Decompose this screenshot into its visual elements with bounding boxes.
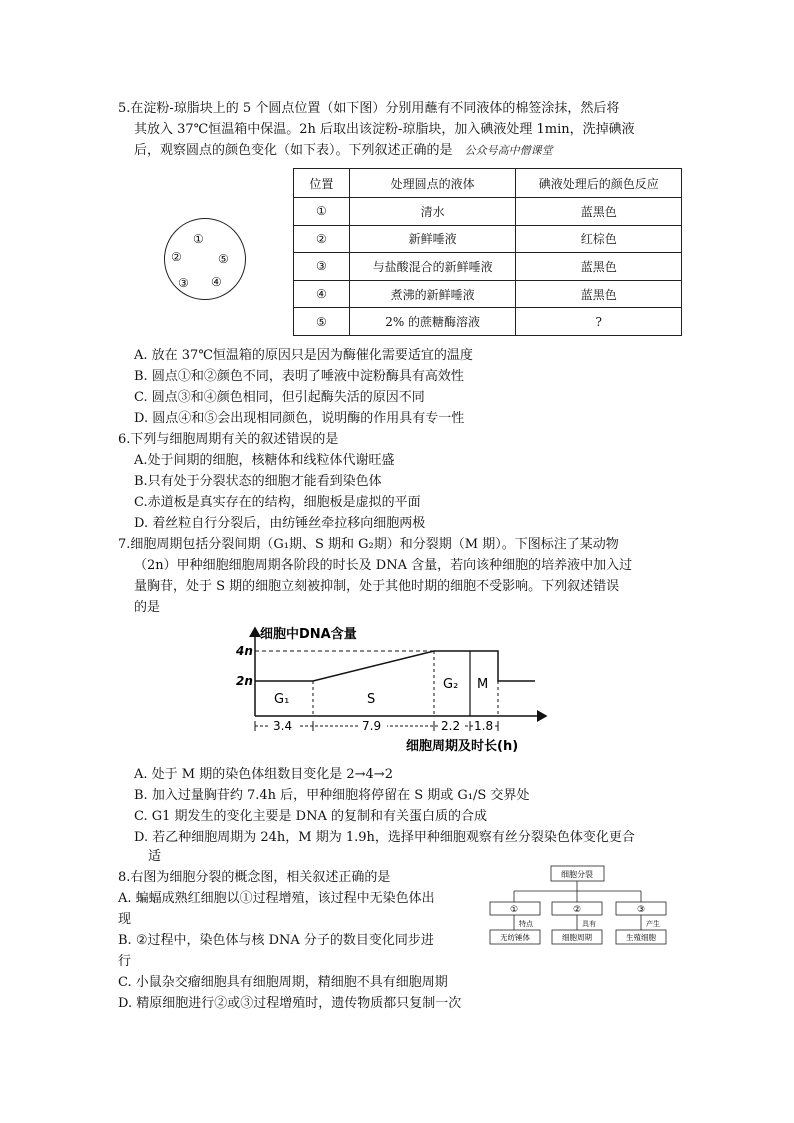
link-2-label: 具有: [582, 920, 596, 928]
q8-stem: 8.右图为细胞分裂的概念图，相关叙述正确的是: [118, 870, 391, 885]
result-table: [293, 168, 682, 336]
leaf-3-label: 生殖细胞: [626, 933, 656, 942]
q7-option-a: A. 处于 M 期的染色体组数目变化是 2→4→2: [134, 767, 393, 782]
table-header: 位置: [294, 169, 350, 198]
q8-option-b-line-1: B. ②过程中，染色体与核 DNA 分子的数目变化同步进: [118, 933, 434, 948]
q7-stem-line-2: （2n）甲种细胞细胞周期各阶段的时长及 DNA 含量，若向该种细胞的培养液中加入过: [134, 558, 633, 573]
table-cell: ④: [294, 280, 350, 308]
q7-option-b: B. 加入过量胸苷约 7.4h 后，甲种细胞将停留在 S 期或 G₁/S 交界处: [134, 788, 530, 803]
chart-title: 细胞中DNA含量: [260, 627, 357, 642]
y-tick-4n: 4n: [236, 644, 253, 658]
table-cell: 清水: [349, 198, 516, 226]
node-3-label: ③: [636, 905, 646, 915]
q8-option-a-line-1: A. 蝙蝠成熟红细胞以①过程增殖，该过程中无染色体出: [118, 891, 435, 906]
table-cell: 蓝黑色: [516, 280, 682, 308]
table-row: [294, 308, 682, 336]
q6-stem: 6.下列与细胞周期有关的叙述错误的是: [118, 432, 339, 447]
table-cell: 蓝黑色: [516, 253, 682, 281]
table-header-row: [294, 169, 682, 198]
cell-division-concept-map: [488, 864, 676, 948]
spot-5-label: ⑤: [218, 252, 229, 266]
q5-option-b: B. 圆点①和②颜色不同，表明了唾液中淀粉酶具有高效性: [134, 369, 464, 384]
q5-stem-line-3: [134, 142, 553, 160]
duration-g2: 2.2: [441, 719, 461, 733]
table-cell: ②: [294, 225, 350, 253]
duration-s: 7.9: [362, 719, 382, 733]
table-cell: 新鲜唾液: [349, 225, 516, 253]
q8-option-d: D. 精原细胞进行②或③过程增殖时，遗传物质都只复制一次: [118, 996, 462, 1011]
watermark: 公众号高中僧课堂: [464, 144, 553, 157]
q7-option-d-line-2: 适: [148, 849, 162, 864]
q7-stem-line-4: 的是: [134, 600, 161, 615]
root-label: 细胞分裂: [561, 870, 593, 879]
link-1-label: 特点: [519, 920, 533, 928]
table-cell: 2% 的蔗糖酶溶液: [349, 308, 516, 336]
table-cell: ①: [294, 198, 350, 226]
q7-stem-line-3: 量胸苷，处于 S 期的细胞立刻被抑制，处于其他时期的细胞不受影响。下列叙述错误: [134, 579, 620, 594]
duration-m: 1.8: [474, 719, 494, 733]
table-cell: 蓝黑色: [516, 198, 682, 226]
spot-2-label: ②: [171, 250, 182, 264]
leaf-1-label: 无纺锤体: [500, 933, 530, 942]
q7-option-c: C. G1 期发生的变化主要是 DNA 的复制和有关蛋白质的合成: [134, 809, 487, 824]
table-cell: ③: [294, 253, 350, 281]
q6-option-c: C.赤道板是真实存在的结构，细胞板是虚拟的平面: [134, 495, 421, 510]
q6-option-b: B.只有处于分裂状态的细胞才能看到染色体: [134, 474, 382, 489]
node-1-label: ①: [509, 905, 519, 915]
q6-option-d: D. 着丝粒自行分裂后，由纺锤丝牵拉移向细胞两极: [134, 516, 426, 531]
leaf-2-label: 细胞周期: [562, 933, 592, 942]
q5-option-a: A. 放在 37℃恒温箱的原因只是因为酶催化需要适宜的温度: [134, 348, 473, 363]
phase-s-label: S: [367, 692, 376, 707]
spot-1-label: ①: [193, 232, 204, 246]
node-2-label: ②: [572, 905, 582, 915]
dna-curve: [255, 651, 535, 681]
x-axis-label: 细胞周期及时长(h): [406, 739, 519, 754]
table-row: [294, 225, 682, 253]
table-cell: 红棕色: [516, 225, 682, 253]
table-cell: 煮沸的新鲜唾液: [349, 280, 516, 308]
q6-option-a: A.处于间期的细胞，核糖体和线粒体代谢旺盛: [134, 453, 395, 468]
dna-content-chart: [228, 618, 558, 758]
table-cell: ⑤: [294, 308, 350, 336]
table-header: 处理圆点的液体: [349, 169, 516, 198]
q5-option-d: D. 圆点④和⑤会出现相同颜色，说明酶的作用具有专一性: [134, 411, 465, 426]
phase-g2-label: G₂: [443, 677, 459, 692]
table-row: [294, 198, 682, 226]
q7-option-d-line-1: D. 若乙种细胞周期为 24h，M 期为 1.9h，选择甲种细胞观察有丝分裂染色体变化更合: [134, 830, 635, 845]
spot-4-label: ④: [211, 275, 222, 289]
q7-stem-line-1: 7.细胞周期包括分裂间期（G₁期、S 期和 G₂期）和分裂期（M 期）。下图标注了某动物: [118, 537, 619, 552]
y-tick-2n: 2n: [236, 674, 253, 688]
q5-stem-line-2: 其放入 37℃恒温箱中保温。2h 后取出该淀粉-琼脂块，加入碘液处理 1min，洗掉碘液: [134, 122, 635, 137]
spot-3-label: ③: [178, 276, 189, 290]
link-3-label: 产生: [646, 920, 660, 928]
duration-g1: 3.4: [273, 719, 293, 733]
table-cell: ?: [516, 308, 682, 336]
table-row: [294, 280, 682, 308]
phase-g1-label: G₁: [274, 692, 290, 707]
q5-stem-line-1: 5.在淀粉-琼脂块上的 5 个圆点位置（如下图）分别用蘸有不同液体的棉签涂抹，然后将: [118, 101, 620, 116]
q8-option-a-line-2: 现: [118, 912, 132, 927]
q8-option-c: C. 小鼠杂交瘤细胞具有细胞周期，精细胞不具有细胞周期: [118, 975, 448, 990]
table-header: 碘液处理后的颜色反应: [516, 169, 682, 198]
table-cell: 与盐酸混合的新鲜唾液: [349, 253, 516, 281]
phase-m-label: M: [477, 677, 489, 692]
q5-option-c: C. 圆点③和④颜色相同，但引起酶失活的原因不同: [134, 390, 425, 405]
q8-option-b-line-2: 行: [118, 954, 132, 969]
table-row: [294, 253, 682, 281]
q5-stem-text: 后，观察圆点的颜色变化（如下表）。下列叙述正确的是: [134, 143, 453, 158]
